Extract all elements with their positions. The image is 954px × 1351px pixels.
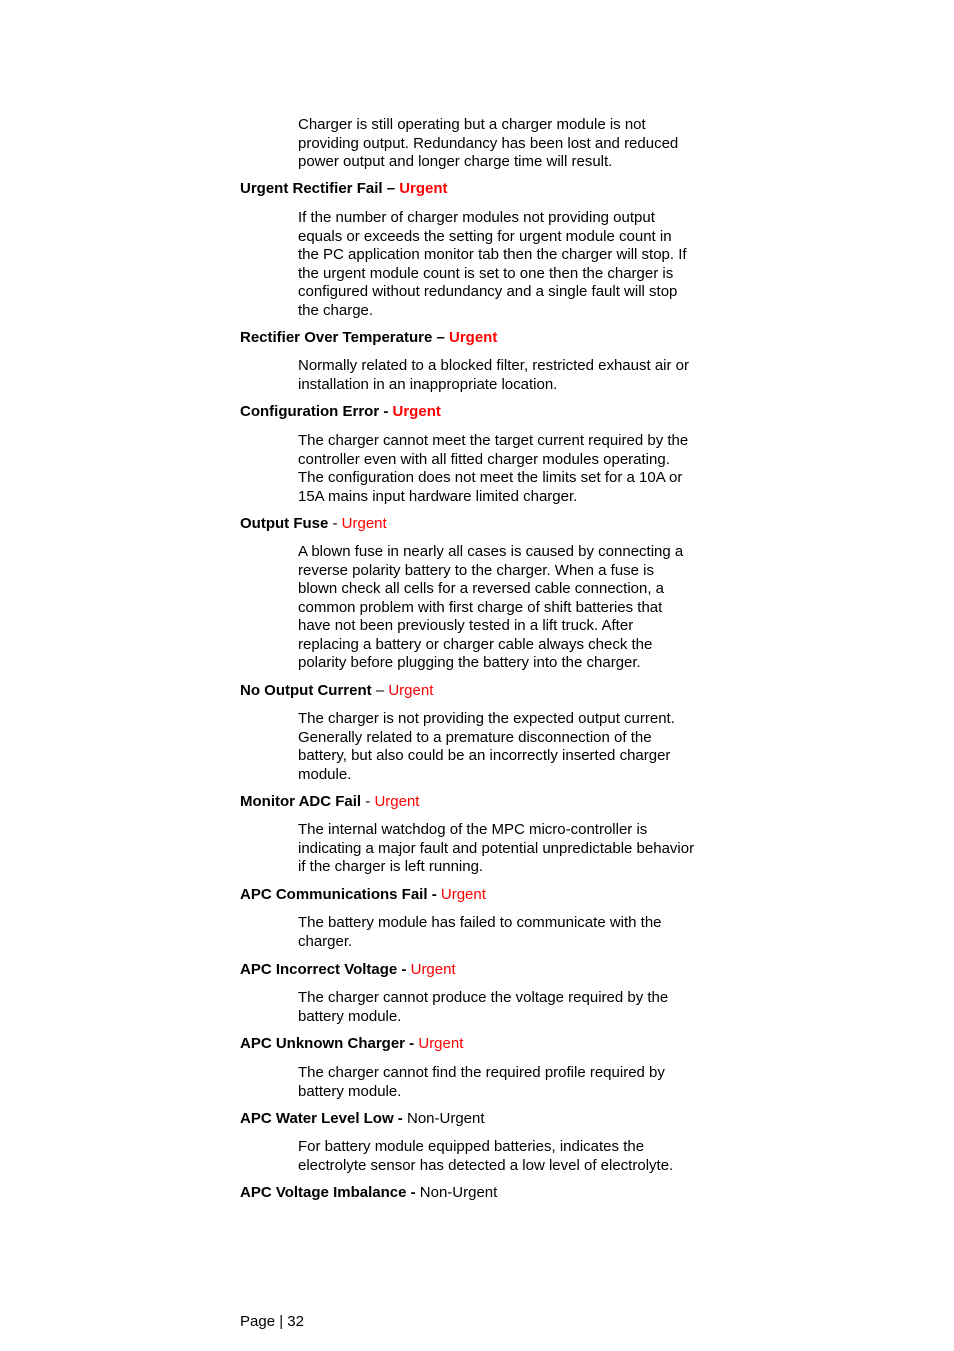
heading-no-output-current	[240, 682, 433, 700]
body-monitor-adc-fail: The internal watchdog of the MPC micro-controller is indicating a major fault and potential unpredictable behavior if the charger is left running.	[298, 821, 695, 875]
severity-label: Urgent	[440, 886, 486, 903]
body-configuration-error: The charger cannot meet the target current required by the controller even with all fitted charger modules operating. The configuration does not meet the limits set for a 10A or 15A mains input hardware limited charger.	[298, 432, 689, 505]
body-no-output-current: The charger is not providing the expected output current. Generally related to a premature disconnection of the battery, but also could be an incorrectly inserted charger module.	[298, 710, 675, 783]
body-rectifier-over-temperature: Normally related to a blocked filter, restricted exhaust air or installation in an inappropriate location.	[298, 357, 690, 393]
heading-separator: –	[371, 682, 389, 699]
heading-title: APC Water Level Low	[240, 1110, 394, 1127]
body-apc-communications-fail: The battery module has failed to communicate with the charger.	[298, 914, 662, 950]
severity-label: Urgent	[410, 961, 456, 978]
heading-title: Output Fuse	[240, 515, 329, 532]
heading-separator: -	[328, 515, 342, 532]
heading-separator: –	[382, 180, 400, 197]
heading-separator: -	[393, 1110, 407, 1127]
heading-separator: –	[432, 329, 449, 346]
heading-apc-communications-fail	[240, 886, 486, 904]
body-apc-incorrect-voltage: The charger cannot produce the voltage required by the battery module.	[298, 989, 669, 1025]
heading-separator: -	[379, 403, 393, 420]
severity-label: Non-Urgent	[419, 1184, 498, 1201]
heading-separator: -	[361, 793, 375, 810]
heading-title: APC Unknown Charger	[240, 1035, 406, 1052]
heading-title: APC Communications Fail	[240, 886, 428, 903]
heading-monitor-adc-fail	[240, 793, 419, 811]
heading-title: Monitor ADC Fail	[240, 793, 362, 810]
heading-apc-incorrect-voltage	[240, 961, 456, 979]
body-apc-water-level-low: For battery module equipped batteries, indicates the electrolyte sensor has detected a low level of electrolyte.	[298, 1138, 674, 1174]
severity-label: Urgent	[374, 793, 420, 810]
severity-label: Urgent	[388, 682, 434, 699]
heading-separator: -	[397, 961, 411, 978]
heading-title: Rectifier Over Temperature	[240, 329, 433, 346]
intro-paragraph: Charger is still operating but a charger module is not providing output. Redundancy has been lost and reduced power output and longer charge time will result.	[298, 116, 679, 170]
heading-separator: -	[427, 886, 441, 903]
heading-urgent-rectifier-fail	[240, 180, 448, 198]
heading-title: APC Voltage Imbalance	[240, 1184, 407, 1201]
severity-label: Urgent	[392, 403, 441, 420]
severity-label: Urgent	[399, 180, 448, 197]
heading-configuration-error	[240, 403, 441, 421]
severity-label: Non-Urgent	[406, 1110, 485, 1127]
severity-label: Urgent	[341, 515, 387, 532]
heading-title: Configuration Error	[240, 403, 380, 420]
severity-label: Urgent	[418, 1035, 464, 1052]
heading-title: APC Incorrect Voltage	[240, 961, 398, 978]
heading-apc-unknown-charger	[240, 1035, 463, 1053]
heading-title: No Output Current	[240, 682, 372, 699]
heading-separator: -	[405, 1035, 419, 1052]
heading-separator: -	[406, 1184, 420, 1201]
heading-rectifier-over-temperature	[240, 329, 497, 347]
body-urgent-rectifier-fail: If the number of charger modules not providing output equals or exceeds the setting for urgent module count in the PC application monitor tab then the charger will stop. If the urgent module count is set to one then the charger is configured without redundancy and a single fault will stop the charge.	[298, 209, 687, 319]
body-apc-unknown-charger: The charger cannot find the required profile required by battery module.	[298, 1064, 665, 1100]
heading-output-fuse	[240, 515, 387, 533]
heading-apc-water-level-low	[240, 1110, 485, 1128]
heading-title: Urgent Rectifier Fail	[240, 180, 383, 197]
heading-apc-voltage-imbalance	[240, 1184, 497, 1202]
body-output-fuse: A blown fuse in nearly all cases is caused by connecting a reverse polarity battery to the charger. When a fuse is blown check all cells for a reversed cable connection, a common problem with first charge of shift batteries that have not been previously tested in a lift truck. After replacing a battery or charger cable always check the polarity before plugging the battery into the charger.	[298, 543, 684, 671]
page-number: Page | 32	[240, 1313, 304, 1330]
severity-label: Urgent	[449, 329, 498, 346]
